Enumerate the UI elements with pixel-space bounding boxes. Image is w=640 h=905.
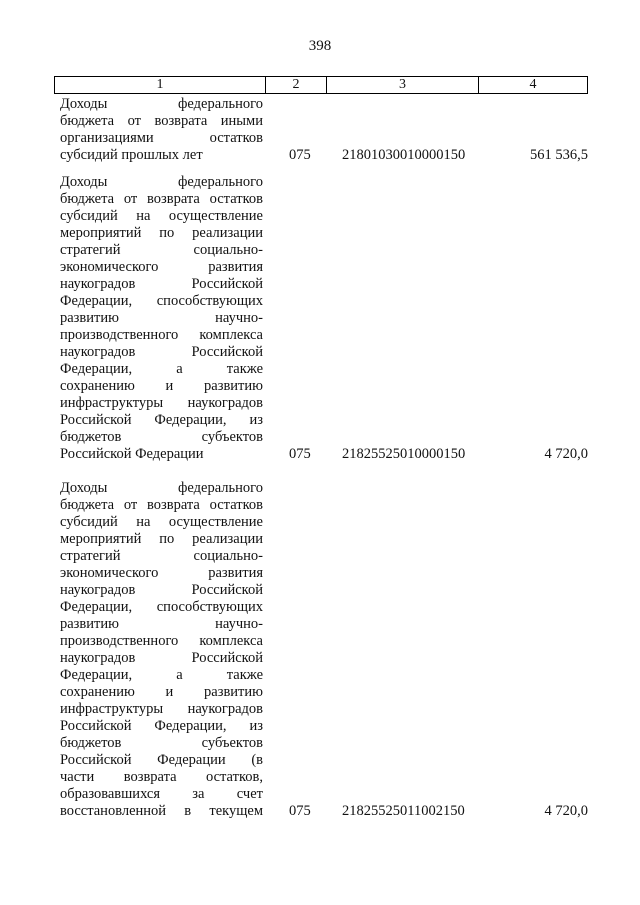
row-amount: 4 720,0 (544, 446, 588, 462)
description-line: бюджета от возврата иными (60, 113, 263, 129)
description-line: субсидий на осуществление (60, 514, 263, 530)
row-budget-code: 21825525010000150 (342, 446, 466, 462)
description-line: развитию научно- (60, 616, 263, 632)
description-line: мероприятий по реализации (60, 225, 263, 241)
description-line: Доходы федерального (60, 174, 263, 190)
row-admin-code: 075 (289, 803, 311, 819)
description-line: сохранению и развитию (60, 684, 263, 700)
description-line: Российской Федерации, из (60, 718, 263, 734)
row-admin-code: 075 (289, 147, 311, 163)
row-amount: 4 720,0 (544, 803, 588, 819)
description-line: Федерации, а также (60, 361, 263, 377)
description-line: наукоградов Российской (60, 650, 263, 666)
description-line: стратегий социально- (60, 548, 263, 564)
row-amount: 561 536,5 (530, 147, 588, 163)
description-line: Российской Федерации, из (60, 412, 263, 428)
description-line: Российской Федерации (60, 446, 204, 462)
table-header (54, 76, 588, 94)
description-line: Российской Федерации (в (60, 752, 263, 768)
row-description (60, 480, 263, 820)
description-line: бюджета от возврата остатков (60, 191, 263, 207)
description-line: Доходы федерального (60, 480, 263, 496)
row-admin-code: 075 (289, 446, 311, 462)
description-line: части возврата остатков, (60, 769, 263, 785)
header-col-1: 1 (55, 77, 266, 93)
description-line: Доходы федерального (60, 96, 263, 112)
row-description (60, 174, 263, 463)
description-line: бюджета от возврата остатков (60, 497, 263, 513)
description-line: мероприятий по реализации (60, 531, 263, 547)
description-line: восстановленной в текущем (60, 803, 263, 819)
description-line: наукоградов Российской (60, 344, 263, 360)
description-line: экономического развития (60, 565, 263, 581)
row-budget-code: 21801030010000150 (342, 147, 466, 163)
description-line: производственного комплекса (60, 327, 263, 343)
description-line: субсидий прошлых лет (60, 147, 203, 163)
table-row (54, 480, 588, 820)
description-line: наукоградов Российской (60, 582, 263, 598)
page-number: 398 (308, 38, 332, 54)
description-line: экономического развития (60, 259, 263, 275)
table-row (54, 96, 588, 164)
description-line: инфраструктуры наукоградов (60, 701, 263, 717)
description-line: бюджетов субъектов (60, 429, 263, 445)
description-line: бюджетов субъектов (60, 735, 263, 751)
description-line: Федерации, способствующих (60, 599, 263, 615)
row-budget-code: 21825525011002150 (342, 803, 465, 819)
header-col-2: 2 (266, 77, 327, 93)
description-line: Федерации, а также (60, 667, 263, 683)
row-description (60, 96, 263, 164)
description-line: инфраструктуры наукоградов (60, 395, 263, 411)
description-line: наукоградов Российской (60, 276, 263, 292)
description-line: стратегий социально- (60, 242, 263, 258)
header-col-3: 3 (327, 77, 479, 93)
header-col-4: 4 (529, 77, 537, 92)
description-line: развитию научно- (60, 310, 263, 326)
description-line: производственного комплекса (60, 633, 263, 649)
description-line: субсидий на осуществление (60, 208, 263, 224)
description-line: сохранению и развитию (60, 378, 263, 394)
table-row (54, 174, 588, 463)
description-line: Федерации, способствующих (60, 293, 263, 309)
description-line: организациями остатков (60, 130, 263, 146)
description-line: образовавшихся за счет (60, 786, 263, 802)
